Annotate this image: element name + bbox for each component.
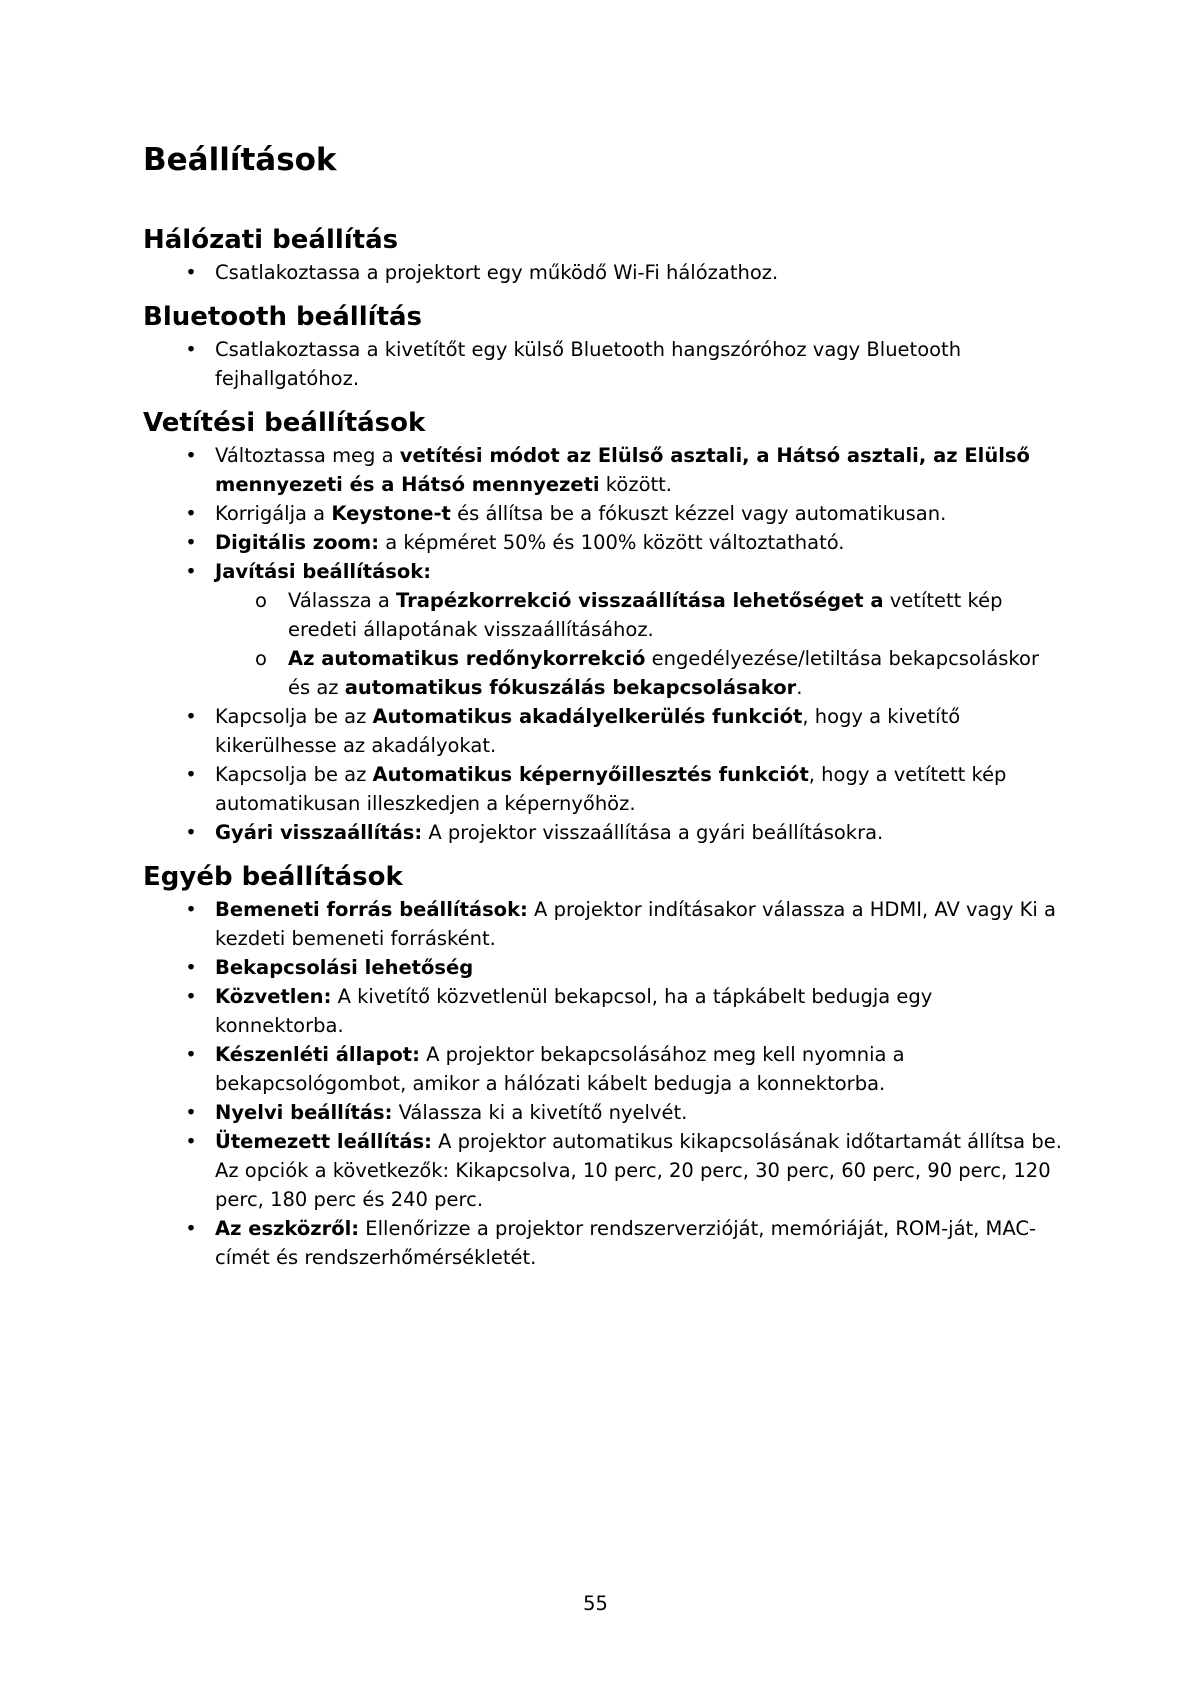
item-text: A projektor indításakor válassza a HDMI, AV vagy Ki a kezdeti bemeneti forrásként.: [215, 898, 1056, 950]
item-text: Korrigálja a: [215, 502, 332, 525]
list-item: [143, 818, 1063, 847]
bullet-icon: •: [185, 898, 197, 921]
sub-list-item: [143, 644, 1063, 702]
list-item: [143, 528, 1063, 557]
bullet-icon: •: [185, 821, 197, 844]
bullet-icon: •: [185, 502, 197, 525]
section-title-network: Hálózati beállítás: [143, 225, 399, 255]
item-text: és állítsa be a fókuszt kézzel vagy automatikusan.: [450, 502, 947, 525]
network-list: [143, 258, 1063, 287]
item-bold: Készenléti állapot:: [215, 1043, 420, 1066]
bullet-icon: •: [185, 261, 197, 284]
item-bold: Digitális zoom:: [215, 531, 380, 554]
bullet-icon: •: [185, 531, 197, 554]
list-item: [143, 557, 1063, 702]
item-bold: Bekapcsolási lehetőség: [215, 956, 474, 979]
list-item: [143, 953, 1063, 982]
bullet-icon: •: [185, 338, 197, 361]
section-title-bluetooth: Bluetooth beállítás: [143, 302, 422, 332]
bullet-icon: •: [185, 1130, 197, 1153]
bullet-icon: •: [185, 1043, 197, 1066]
list-item: [143, 760, 1063, 818]
list-item: [143, 1214, 1063, 1272]
item-text: vetített kép eredeti állapotának visszaállításához.: [288, 589, 1003, 641]
section-title-other: Egyéb beállítások: [143, 862, 403, 892]
bullet-icon: •: [185, 560, 197, 583]
list-item: [143, 982, 1063, 1040]
list-item: [143, 1040, 1063, 1098]
list-item: [143, 335, 1063, 393]
list-item: [143, 702, 1063, 760]
item-text: Változtassa meg a: [215, 444, 400, 467]
item-bold: Keystone-t: [331, 502, 451, 525]
item-bold: Az automatikus redőnykorrekció: [288, 647, 646, 670]
item-text: engedélyezése/letiltása bekapcsoláskor és az: [288, 647, 1039, 699]
item-text: A projektor bekapcsolásához meg kell nyomnia a bekapcsológombot, amikor a hálózati kábelt bedugja a konnektorba.: [215, 1043, 905, 1095]
list-item: [143, 258, 1063, 287]
bluetooth-list: [143, 335, 1063, 393]
item-bold: Bemeneti forrás beállítások:: [215, 898, 528, 921]
item-text: Válassza a: [288, 589, 396, 612]
item-bold: Javítási beállítások:: [215, 560, 432, 583]
bullet-icon: •: [185, 1217, 197, 1240]
sub-bullet-icon: o: [255, 589, 267, 612]
item-text: , hogy a kivetítő kikerülhesse az akadályokat.: [215, 705, 961, 757]
item-bold: Automatikus képernyőillesztés funkciót: [372, 763, 809, 786]
bullet-icon: •: [185, 956, 197, 979]
item-text: Válassza ki a kivetítő nyelvét.: [392, 1101, 688, 1124]
item-bold: Automatikus akadályelkerülés funkciót: [372, 705, 803, 728]
item-bold: automatikus fókuszálás bekapcsolásakor: [344, 676, 797, 699]
item-text: Kapcsolja be az: [215, 763, 373, 786]
page-number: 55: [583, 1592, 608, 1615]
item-bold: Trapézkorrekció visszaállítása lehetőséget a: [396, 589, 884, 612]
item-text: Csatlakoztassa a kivetítőt egy külső Bluetooth hangszóróhoz vagy Bluetooth fejhallgatóhoz.: [215, 338, 962, 390]
page-title: Beállítások: [143, 142, 337, 178]
list-item: [143, 1098, 1063, 1127]
sub-list-item: [143, 586, 1063, 644]
page-content: [143, 140, 1063, 1284]
bullet-icon: •: [185, 705, 197, 728]
bullet-icon: •: [185, 763, 197, 786]
bullet-icon: •: [185, 444, 197, 467]
list-item: [143, 895, 1063, 953]
other-list: [143, 895, 1063, 1272]
list-item: [143, 441, 1063, 499]
bullet-icon: •: [185, 1101, 197, 1124]
item-text: a képméret 50% és 100% között változtatható.: [379, 531, 845, 554]
item-bold: vetítési módot az Elülső asztali, a Hátsó asztali, az Elülső mennyezeti és a Hátsó mennyezeti: [215, 444, 1030, 496]
item-text: .: [796, 676, 803, 699]
list-item: [143, 499, 1063, 528]
section-title-projection: Vetítési beállítások: [143, 408, 426, 438]
item-bold: Ütemezett leállítás:: [215, 1130, 432, 1153]
item-bold: Közvetlen:: [215, 985, 332, 1008]
item-text: A projektor automatikus kikapcsolásának időtartamát állítsa be. Az opciók a következők: Kikapcsolva, 10 perc, 20 perc, 30 perc, 60 perc, 90 perc, 120 perc, 180 perc és 240 perc.: [215, 1130, 1062, 1211]
item-bold: Nyelvi beállítás:: [215, 1101, 393, 1124]
correction-sublist: [215, 586, 1063, 702]
item-text: A kivetítő közvetlenül bekapcsol, ha a tápkábelt bedugja egy konnektorba.: [215, 985, 933, 1037]
projection-list: [143, 441, 1063, 847]
item-text: Csatlakoztassa a projektort egy működő Wi-Fi hálózathoz.: [215, 261, 779, 284]
item-bold: Az eszközről:: [215, 1217, 360, 1240]
bullet-icon: •: [185, 985, 197, 1008]
item-bold: Gyári visszaállítás:: [215, 821, 423, 844]
item-text: , hogy a vetített kép automatikusan illeszkedjen a képernyőhöz.: [215, 763, 1007, 815]
item-text: Kapcsolja be az: [215, 705, 373, 728]
item-text: között.: [599, 473, 672, 496]
list-item: [143, 1127, 1063, 1214]
item-text: Ellenőrizze a projektor rendszerverzióját, memóriáját, ROM-ját, MAC-címét és rendszerhőmérsékletét.: [215, 1217, 1037, 1269]
item-text: A projektor visszaállítása a gyári beállításokra.: [422, 821, 884, 844]
sub-bullet-icon: o: [255, 647, 267, 670]
